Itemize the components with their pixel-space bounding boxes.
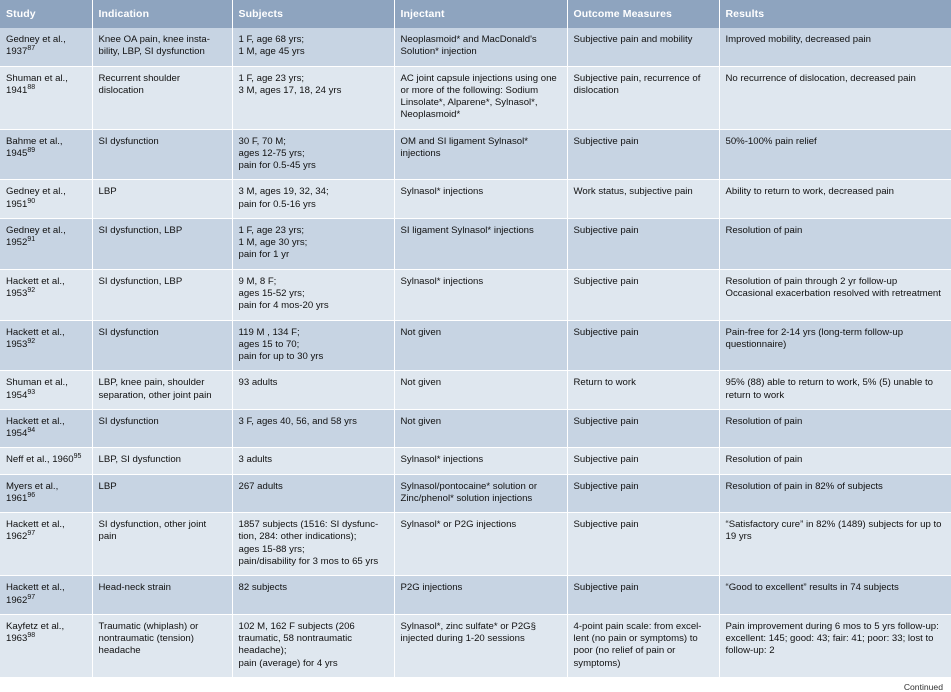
cell-text-line: P2G injections <box>400 582 463 594</box>
cell-text-line: Knee OA pain, knee insta-bility, LBP, SI dysfunction <box>98 34 210 58</box>
cell-injectant <box>394 28 567 66</box>
cell-outcome <box>567 28 719 66</box>
cell-text-line: 1 M, age 30 yrs; <box>238 237 308 249</box>
table-row <box>0 371 951 410</box>
cell-text-line: Neoplasmoid* and MacDonald's Solution* injection <box>400 34 537 58</box>
cell-outcome <box>567 66 719 129</box>
cell-subjects <box>232 614 394 677</box>
cell-text-line: OM and SI ligament Sylnasol* injections <box>400 135 528 159</box>
cell-text-line: pain for 1 yr <box>238 249 290 261</box>
cell-text-line: SI dysfunction <box>98 135 159 147</box>
cell-subjects <box>232 576 394 615</box>
cell-results <box>719 614 951 677</box>
table-row <box>0 409 951 448</box>
cell-text-line: 93 adults <box>238 377 278 389</box>
cell-text-line: Recurrent shoulder dislocation <box>98 72 181 96</box>
cell-results <box>719 371 951 410</box>
cell-text-line: Resolution of pain through 2 yr follow-up <box>725 275 898 287</box>
cell-subjects <box>232 513 394 576</box>
column-header-injectant: Injectant <box>394 0 567 28</box>
cell-text-line: 1 F, age 23 yrs; <box>238 72 305 84</box>
cell-text-line: LBP, knee pain, shoulder separation, other joint pain <box>98 377 212 401</box>
cell-text-line: 9 M, 8 F; <box>238 275 277 287</box>
cell-text-line: Subjective pain <box>573 415 639 427</box>
cell-text-line: No recurrence of dislocation, decreased pain <box>725 72 916 84</box>
cell-text-line: Not given <box>400 326 442 338</box>
citation-ref: 92 <box>27 286 36 294</box>
citation-ref: 91 <box>27 236 36 243</box>
cell-text-line: 1 F, age 23 yrs; <box>238 224 305 236</box>
cell-text-line: 3 adults <box>238 454 273 466</box>
column-header-subjects: Subjects <box>232 0 394 28</box>
cell-results <box>719 576 951 615</box>
citation-ref: 98 <box>27 631 36 639</box>
continued-note: Continued <box>0 678 951 692</box>
cell-text-line: ages 15 to 70; <box>238 338 300 350</box>
cell-subjects <box>232 371 394 410</box>
cell-text-line: Gedney et al., 1952$^{91}$ <box>6 224 66 249</box>
cell-text-line: LBP, SI dysfunction <box>98 454 181 466</box>
cell-results <box>719 218 951 269</box>
cell-subjects <box>232 320 394 371</box>
cell-text-line: Occasional exacerbation resolved with retreatment <box>725 287 941 299</box>
cell-text-line: Subjective pain <box>573 480 639 492</box>
table-body <box>0 28 951 677</box>
cell-study <box>0 513 92 576</box>
cell-indication <box>92 129 232 180</box>
cell-text-line: SI dysfunction <box>98 326 159 338</box>
cell-results <box>719 320 951 371</box>
cell-indication <box>92 28 232 66</box>
cell-subjects <box>232 409 394 448</box>
cell-text-line: Hackett et al., 1962$^{97}$ <box>6 519 65 543</box>
citation-ref: 97 <box>27 530 36 538</box>
cell-outcome <box>567 409 719 448</box>
cell-indication <box>92 320 232 371</box>
cell-study <box>0 28 92 66</box>
citation-ref: 87 <box>27 45 36 53</box>
cell-text-line: 30 F, 70 M; <box>238 135 286 147</box>
cell-injectant <box>394 320 567 371</box>
cell-injectant <box>394 576 567 615</box>
cell-text-line: Gedney et al., 1951$^{90}$ <box>6 186 66 210</box>
table-row <box>0 218 951 269</box>
column-header-indication: Indication <box>92 0 232 28</box>
table-row <box>0 614 951 677</box>
cell-text-line: pain for 0.5-16 yrs <box>238 198 316 210</box>
cell-outcome <box>567 269 719 320</box>
cell-text-line: 1 M, age 45 yrs <box>238 46 305 58</box>
citation-ref: 90 <box>27 197 36 205</box>
cell-subjects <box>232 66 394 129</box>
cell-text-line: Head-neck strain <box>98 582 172 594</box>
cell-indication <box>92 448 232 474</box>
citation-ref: 96 <box>27 491 36 499</box>
cell-study <box>0 448 92 474</box>
cell-outcome <box>567 129 719 180</box>
cell-subjects <box>232 218 394 269</box>
table-row <box>0 180 951 219</box>
table-row <box>0 28 951 66</box>
cell-text-line: SI ligament Sylnasol* injections <box>400 224 534 236</box>
cell-indication <box>92 576 232 615</box>
cell-text-line: ages 15-88 yrs; <box>238 543 305 555</box>
table-row <box>0 448 951 474</box>
cell-injectant <box>394 513 567 576</box>
cell-injectant <box>394 614 567 677</box>
table-header <box>0 0 951 28</box>
cell-study <box>0 218 92 269</box>
cell-text-line: Hackett et al., 1953$^{92}$ <box>6 275 65 299</box>
cell-results <box>719 269 951 320</box>
cell-text-line: Neff et al., 1960$^{95}$ <box>6 453 82 466</box>
citation-ref: 89 <box>27 146 36 154</box>
cell-study <box>0 614 92 677</box>
cell-subjects <box>232 269 394 320</box>
cell-text-line: pain for 0.5-45 yrs <box>238 160 316 172</box>
cell-study <box>0 320 92 371</box>
cell-text-line: Not given <box>400 415 442 427</box>
cell-text-line: Sylnasol* injections <box>400 275 484 287</box>
cell-text-line: pain for up to 30 yrs <box>238 351 324 363</box>
cell-results <box>719 129 951 180</box>
cell-indication <box>92 371 232 410</box>
cell-text-line: Bahme et al., 1945$^{89}$ <box>6 135 63 159</box>
cell-text-line: 82 subjects <box>238 582 288 594</box>
cell-text-line: Not given <box>400 377 442 389</box>
cell-results <box>719 448 951 474</box>
cell-outcome <box>567 474 719 513</box>
cell-text-line: Resolution of pain in 82% of subjects <box>725 480 883 492</box>
cell-text-line: ages 12-75 yrs; <box>238 147 305 159</box>
cell-outcome <box>567 576 719 615</box>
citation-ref: 92 <box>27 337 36 345</box>
cell-text-line: pain for 4 mos-20 yrs <box>238 300 329 312</box>
cell-text-line: Resolution of pain <box>725 415 803 427</box>
column-header-study: Study <box>0 0 92 28</box>
cell-study <box>0 180 92 219</box>
cell-injectant <box>394 66 567 129</box>
cell-text-line: Sylnasol/pontocaine* solution or Zinc/phenol* solution injections <box>400 480 538 504</box>
citation-ref: 94 <box>27 426 36 434</box>
cell-text-line: 95% (88) able to return to work, 5% (5) unable to return to work <box>725 377 933 401</box>
cell-text-line: Subjective pain <box>573 275 639 287</box>
cell-subjects <box>232 474 394 513</box>
cell-indication <box>92 66 232 129</box>
cell-injectant <box>394 269 567 320</box>
cell-text-line: “Good to excellent” results in 74 subjects <box>725 582 899 594</box>
cell-text-line: SI dysfunction, LBP <box>98 224 183 236</box>
cell-text-line: SI dysfunction, other joint pain <box>98 519 207 543</box>
cell-results <box>719 409 951 448</box>
cell-injectant <box>394 448 567 474</box>
citation-ref: 88 <box>27 83 36 91</box>
cell-text-line: SI dysfunction <box>98 415 159 427</box>
cell-text-line: Hackett et al., 1954$^{94}$ <box>6 415 65 440</box>
column-header-outcome-measures: Outcome Measures <box>567 0 719 28</box>
citation-ref: 93 <box>27 388 36 396</box>
cell-subjects <box>232 129 394 180</box>
cell-text-line: Improved mobility, decreased pain <box>725 34 871 45</box>
cell-text-line: Subjective pain and mobility <box>573 34 693 45</box>
cell-study <box>0 409 92 448</box>
cell-text-line: 267 adults <box>238 480 283 492</box>
cell-text-line: 1857 subjects (1516: SI dysfunc-tion, 284: other indications); <box>238 519 379 543</box>
cell-text-line: 3 F, ages 40, 56, and 58 yrs <box>238 415 357 427</box>
cell-study <box>0 66 92 129</box>
cell-indication <box>92 614 232 677</box>
cell-text-line: Pain-free for 2-14 yrs (long-term follow-up questionnaire) <box>725 326 904 350</box>
cell-text-line: pain (average) for 4 yrs <box>238 657 338 669</box>
cell-text-line: Sylnasol*, zinc sulfate* or P2G§ injected during 1-20 sessions <box>400 620 536 645</box>
column-header-results: Results <box>719 0 951 28</box>
cell-outcome <box>567 448 719 474</box>
cell-text-line: Work status, subjective pain <box>573 186 693 198</box>
cell-study <box>0 474 92 513</box>
table-row <box>0 474 951 513</box>
cell-text-line: 1 F, age 68 yrs; <box>238 34 305 45</box>
cell-indication <box>92 513 232 576</box>
cell-injectant <box>394 180 567 219</box>
cell-text-line: Subjective pain <box>573 326 639 338</box>
cell-injectant <box>394 474 567 513</box>
cell-outcome <box>567 614 719 677</box>
cell-injectant <box>394 218 567 269</box>
table-row <box>0 576 951 615</box>
table-row <box>0 129 951 180</box>
cell-injectant <box>394 371 567 410</box>
cell-text-line: 102 M, 162 F subjects (206 traumatic, 58 nontraumatic headache); <box>238 620 355 657</box>
cell-indication <box>92 474 232 513</box>
cell-text-line: Ability to return to work, decreased pain <box>725 186 895 198</box>
cell-text-line: Shuman et al., 1941$^{88}$ <box>6 72 68 96</box>
table-row <box>0 513 951 576</box>
cell-outcome <box>567 180 719 219</box>
cell-text-line: Return to work <box>573 377 636 389</box>
cell-text-line: ages 15-52 yrs; <box>238 287 305 299</box>
cell-text-line: Kayfetz et al., 1963$^{98}$ <box>6 620 65 645</box>
cell-text-line: excellent: 145; good: 43; fair: 41; poor: 33; lost to follow-up: 2 <box>725 633 934 657</box>
cell-results <box>719 66 951 129</box>
cell-text-line: Subjective pain <box>573 519 639 531</box>
cell-indication <box>92 409 232 448</box>
cell-text-line: Myers et al., 1961$^{96}$ <box>6 480 59 504</box>
cell-text-line: “Satisfactory cure” in 82% (1489) subjects for up to 19 yrs <box>725 519 942 543</box>
cell-outcome <box>567 320 719 371</box>
cell-indication <box>92 218 232 269</box>
cell-text-line: 3 M, ages 17, 18, 24 yrs <box>238 84 342 96</box>
cell-results <box>719 474 951 513</box>
cell-text-line: 50%-100% pain relief <box>725 135 817 147</box>
cell-text-line: Sylnasol* injections <box>400 454 484 466</box>
cell-subjects <box>232 180 394 219</box>
cell-text-line: Hackett et al., 1953$^{92}$ <box>6 326 65 350</box>
cell-results <box>719 513 951 576</box>
cell-text-line: Hackett et al., 1962$^{97}$ <box>6 582 65 606</box>
cell-text-line: LBP <box>98 186 117 198</box>
cell-text-line: Subjective pain, recurrence of dislocation <box>573 72 701 96</box>
cell-subjects <box>232 448 394 474</box>
cell-text-line: 3 M, ages 19, 32, 34; <box>238 186 329 198</box>
cell-text-line: Subjective pain <box>573 224 639 236</box>
cell-injectant <box>394 129 567 180</box>
cell-text-line: Gedney et al., 1937$^{87}$ <box>6 34 66 58</box>
cell-text-line: Pain improvement during 6 mos to 5 yrs follow-up: <box>725 620 939 632</box>
cell-text-line: SI dysfunction, LBP <box>98 275 183 287</box>
cell-text-line: Resolution of pain <box>725 454 803 466</box>
cell-outcome <box>567 371 719 410</box>
cell-text-line: Subjective pain <box>573 135 639 147</box>
cell-results <box>719 28 951 66</box>
table-row <box>0 269 951 320</box>
cell-text-line: Resolution of pain <box>725 224 803 236</box>
cell-study <box>0 269 92 320</box>
cell-subjects <box>232 28 394 66</box>
table-header-row <box>0 0 951 28</box>
cell-text-line: Sylnasol* injections <box>400 186 484 198</box>
cell-text-line: pain/disability for 3 mos to 65 yrs <box>238 555 379 567</box>
cell-injectant <box>394 409 567 448</box>
cell-outcome <box>567 218 719 269</box>
cell-text-line: AC joint capsule injections using one or more of the following: Sodium Linsolate*, Alparene*, Sylnasol*, Neoplasmoid* <box>400 72 557 121</box>
cell-text-line: 4-point pain scale: from excel-lent (no pain or symptoms) to poor (no relief of pain or symptoms) <box>573 620 702 669</box>
cell-study <box>0 371 92 410</box>
cell-study <box>0 576 92 615</box>
cell-results <box>719 180 951 219</box>
cell-text-line: Sylnasol* or P2G injections <box>400 519 517 531</box>
cell-outcome <box>567 513 719 576</box>
cell-text-line: Shuman et al., 1954$^{93}$ <box>6 377 68 401</box>
table-row <box>0 66 951 129</box>
citation-ref: 95 <box>73 453 82 461</box>
cell-text-line: Subjective pain <box>573 454 639 466</box>
table-row <box>0 320 951 371</box>
cell-indication <box>92 269 232 320</box>
cell-text-line: Subjective pain <box>573 582 639 594</box>
cell-text-line: LBP <box>98 480 117 492</box>
cell-text-line: Traumatic (whiplash) or nontraumatic (tension) headache <box>98 620 199 657</box>
citation-ref: 97 <box>27 593 36 601</box>
cell-study <box>0 129 92 180</box>
cell-text-line: 119 M , 134 F; <box>238 326 300 338</box>
cell-indication <box>92 180 232 219</box>
